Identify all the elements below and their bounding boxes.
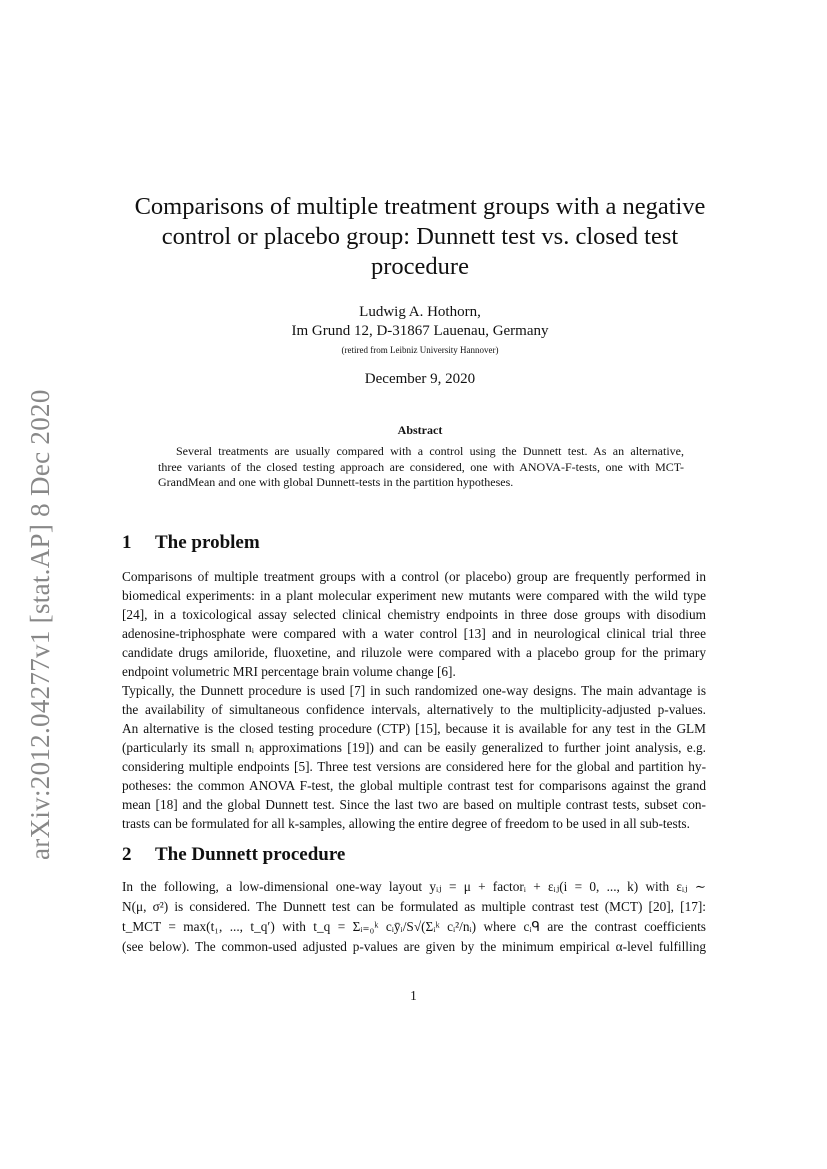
- body-line: In the following, a low-dimensional one-way layout yᵢⱼ = μ + factorᵢ + εᵢⱼ(i = 0, ..., k) with εᵢⱼ ∼: [122, 879, 706, 894]
- section-number: 2: [122, 844, 132, 865]
- body-line: potheses: the common ANOVA F-test, the global multiple contrast test for comparisons against the grand: [122, 778, 706, 793]
- author-block: [120, 303, 720, 341]
- section-body: [122, 567, 706, 833]
- arxiv-stamp: arXiv:2012.04277v1 [stat.AP] 8 Dec 2020: [25, 389, 55, 860]
- body-line: the availability of simultaneous confidence intervals, alternatively to the multiplicity-adjusted p-values.: [122, 702, 706, 717]
- page-number: 1: [410, 988, 417, 1003]
- body-line: biomedical experiments: in a plant molecular experiment new mutants were compared with the wild type: [122, 588, 706, 603]
- author-note: (retired from Leibniz University Hannover): [341, 345, 499, 355]
- date: December 9, 2020: [364, 371, 476, 387]
- body-line: candidate drugs amiloride, fluoxetine, and riluzole were compared with a placebo group for the primary: [122, 645, 706, 660]
- body-line: [24], in a toxicological assay selected clinical chemistry endpoints in three dose groups with disodium: [122, 607, 706, 622]
- body-line: An alternative is the closed testing procedure (CTP) [15], because it is available for any test in the GLM: [122, 721, 706, 736]
- abstract: [158, 444, 684, 491]
- body-line: considering multiple endpoints [5]. Three test versions are considered here for the global and partition hy-: [122, 759, 706, 774]
- title-line: control or placebo group: Dunnett test vs. closed test: [161, 223, 679, 250]
- section-heading: [122, 532, 260, 554]
- body-line: N(μ, σ²) is considered. The Dunnett test can be formulated as multiple contrast test (MCT) [20], [17]:: [122, 899, 706, 914]
- section-heading: [122, 844, 345, 866]
- title-line: procedure: [371, 253, 469, 280]
- body-line: Typically, the Dunnett procedure is used [7] in such randomized one-way designs. The main advantage is: [122, 683, 706, 698]
- body-line: trasts can be formulated for all k-samples, allowing the entire degree of freedom to be used in all sub-tests.: [122, 816, 690, 831]
- body-line: (see below). The common-used adjusted p-values are given by the minimum empirical α-level fulfilling: [122, 939, 706, 954]
- body-line: endpoint volumetric MRI percentage brain volume change [6].: [122, 664, 456, 679]
- body-line: Comparisons of multiple treatment groups with a control (or placebo) group are frequently performed in: [122, 569, 706, 584]
- section-title: The Dunnett procedure: [155, 844, 346, 865]
- body-line: (particularly its small nᵢ approximations [19]) and can be easily generalized to further joint analysis, e.g.: [122, 740, 706, 755]
- abstract-heading: Abstract: [397, 423, 443, 437]
- section-number: 1: [122, 532, 132, 553]
- section-title: The problem: [155, 532, 260, 553]
- author-name: Ludwig A. Hothorn,: [359, 304, 481, 320]
- abstract-line: GrandMean and one with global Dunnett-tests in the partition hypotheses.: [158, 475, 514, 489]
- paper-title: [120, 192, 720, 282]
- section-body: [122, 877, 706, 957]
- body-line: t_MCT = max(t₁, ..., t_q′) with t_q = Σᵢ₌₀ᵏ cᵢȳᵢ/S√(Σᵢᵏ cᵢ²/nᵢ) where cᵢᑫ are the contrast coefficients: [122, 919, 706, 934]
- body-line: mean [18] and the global Dunnett test. Since the last two are based on multiple contrast tests, subset con-: [122, 797, 706, 812]
- abstract-line: Several treatments are usually compared with a control using the Dunnett test. As an alternative,: [176, 444, 684, 458]
- abstract-line: three variants of the closed testing approach are considered, one with ANOVA-F-tests, one with MCT-: [158, 459, 684, 474]
- author-address: Im Grund 12, D-31867 Lauenau, Germany: [291, 323, 549, 339]
- body-line: adenosine-triphosphate were compared with a water control [13] and in neurological clinical trial three: [122, 626, 706, 641]
- title-line: Comparisons of multiple treatment groups with a negative: [134, 193, 706, 220]
